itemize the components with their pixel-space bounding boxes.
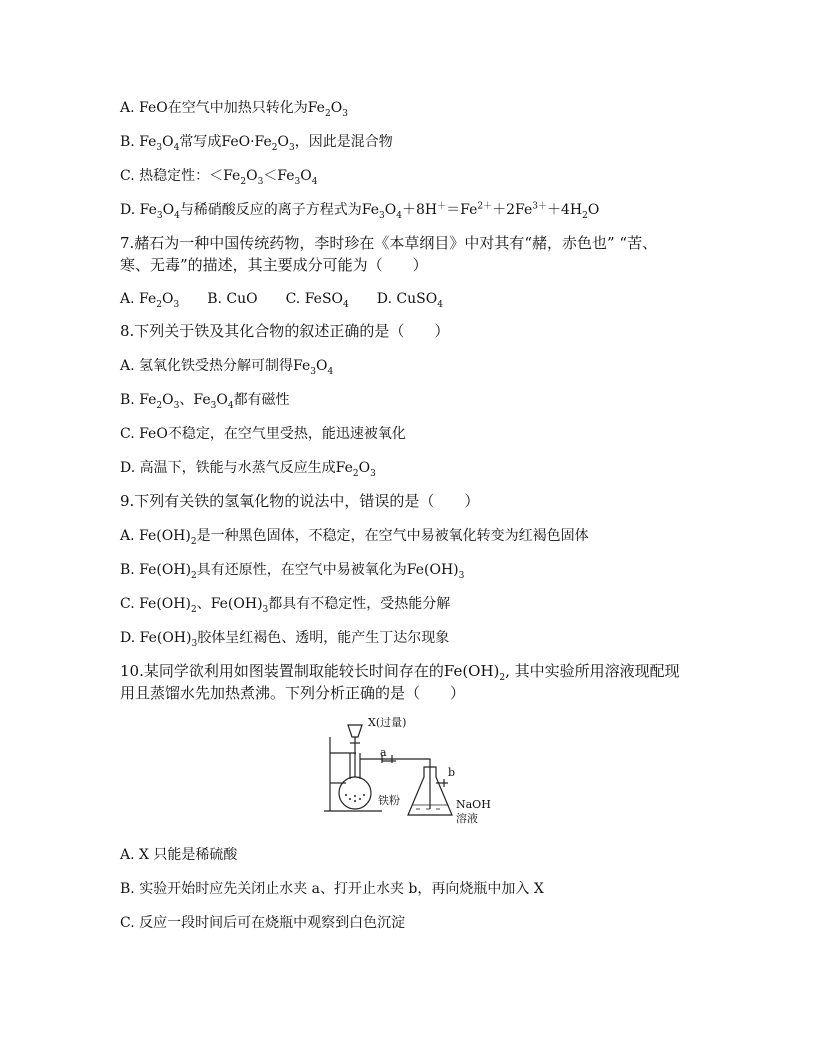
text-run: B. CuO C. FeSO <box>179 291 344 307</box>
text-run: O <box>162 392 174 408</box>
text-run: C. 反应一段时间后可在烧瓶中观察到白色沉淀 <box>120 915 406 931</box>
text-run: , 其中实验所用溶液现配现 <box>505 662 680 680</box>
text-run: 、Fe(OH) <box>196 596 263 612</box>
line-q8c <box>120 423 406 445</box>
text-run: 4 <box>437 299 443 310</box>
line-q8d <box>120 457 376 479</box>
text-run: 7.赭石为一种中国传统药物，李时珍在《本草纲目》中对其有“赭，赤色也” “苦、 <box>120 234 658 252</box>
text-run: 具有还原性，在空气中易被氧化为Fe(OH) <box>196 562 459 578</box>
text-run: O <box>330 100 343 116</box>
text-run: D. CuSO <box>348 291 438 307</box>
text-run: B. Fe(OH) <box>120 562 192 578</box>
text-run: ＋ <box>437 201 447 212</box>
line-q9d <box>120 627 449 649</box>
line-q10c <box>120 912 405 934</box>
line-q10-l2 <box>120 682 465 704</box>
label-iron-powder: 铁粉 <box>378 794 400 807</box>
line-q10a <box>120 844 237 866</box>
line-q6c <box>120 165 318 187</box>
text-run: 3 <box>310 366 316 377</box>
text-run: 都具有不稳定性，受热能分解 <box>268 596 451 612</box>
text-run: 3 <box>173 299 180 310</box>
line-q8b <box>120 389 290 411</box>
text-run: 2 <box>240 176 247 187</box>
text-run: 3 <box>342 108 348 119</box>
text-run: ＋2Fe <box>492 202 533 218</box>
text-run: D. 高温下，铁能与水蒸气反应生成Fe <box>120 460 353 476</box>
text-run: 与稀硝酸反应的离子方程式为Fe <box>179 202 380 218</box>
text-run: 3 <box>289 142 295 153</box>
text-run: 4 <box>227 400 234 411</box>
text-run: 、Fe <box>179 392 211 408</box>
text-run: ＜Fe <box>263 168 295 184</box>
text-run: ＋4H <box>546 202 583 218</box>
line-q7-l2 <box>120 254 428 276</box>
text-run: O <box>587 202 600 218</box>
line-q10b <box>120 878 544 900</box>
text-run: O <box>162 134 174 150</box>
text-run: 2 <box>156 400 163 411</box>
line-q6b <box>120 131 393 153</box>
text-run: 都有磁性 <box>233 392 290 408</box>
text-run: 2 <box>352 468 359 479</box>
text-run: 4 <box>311 176 318 187</box>
text-run: D. Fe <box>120 202 157 218</box>
text-run: O <box>384 202 397 218</box>
text-run: 3 <box>370 468 376 479</box>
text-run: 3 <box>458 570 465 581</box>
line-q6a <box>120 97 348 119</box>
text-run: B. Fe <box>120 392 157 408</box>
text-run: 3 <box>262 604 269 615</box>
text-run: 2 <box>582 210 588 221</box>
text-run: ，因此是混合物 <box>294 134 393 150</box>
label-clamp-b: b <box>448 766 456 779</box>
text-run: 3 <box>156 210 163 221</box>
label-solution: 溶液 <box>456 812 478 825</box>
text-run: 3 <box>173 400 180 411</box>
text-run: O <box>277 134 289 150</box>
text-run: 2 <box>156 299 162 310</box>
text-run: 2 <box>190 604 197 615</box>
apparatus-diagram <box>322 715 497 827</box>
text-run: O <box>162 202 175 218</box>
line-q9a <box>120 525 589 547</box>
text-run: 8.下列关于铁及其化合物的叙述正确的是（ ） <box>120 322 450 340</box>
text-run: 10.某同学欲利用如图装置制取能较长时间存在的Fe(OH) <box>120 662 500 680</box>
text-run: O <box>246 168 258 184</box>
text-run: B. 实验开始时应先关闭止水夹 a、打开止水夹 b，再向烧瓶中加入 X <box>120 881 544 897</box>
text-run: D. Fe(OH) <box>120 630 192 646</box>
text-run: 2＋ <box>477 201 493 212</box>
line-q7-opts <box>120 288 443 310</box>
text-run: 2 <box>191 570 197 581</box>
text-run: 2 <box>271 142 278 153</box>
text-run: B. Fe <box>120 134 157 150</box>
text-run: 4 <box>174 210 180 221</box>
text-run: 2 <box>190 536 197 547</box>
text-run: O <box>161 291 174 307</box>
text-run: ＋8H <box>402 202 438 218</box>
text-run: A. 氢氧化铁受热分解可制得Fe <box>120 358 311 374</box>
text-run: 寒、无毒”的描述，其主要成分可能为（ ） <box>120 256 428 274</box>
text-run: A. Fe(OH) <box>120 528 191 544</box>
text-run: 用且蒸馏水先加热煮沸。下列分析正确的是（ ） <box>120 684 466 702</box>
text-run: ＝Fe <box>446 202 478 218</box>
text-run: 3 <box>156 142 163 153</box>
line-q9c <box>120 593 450 615</box>
line-q10-l1 <box>120 660 680 682</box>
line-q9b <box>120 559 464 581</box>
text-run: 4 <box>327 366 334 377</box>
line-q8 <box>120 320 449 342</box>
line-q8a <box>120 355 333 377</box>
line-q6d <box>120 199 599 221</box>
label-clamp-a: a <box>380 746 387 759</box>
line-q9 <box>120 490 479 512</box>
text-run: 3 <box>294 176 301 187</box>
text-run: 3 <box>191 638 198 649</box>
text-run: 3＋ <box>532 201 547 212</box>
text-run: 3 <box>210 400 217 411</box>
text-run: O <box>358 460 371 476</box>
text-run: 4 <box>343 299 349 310</box>
text-run: 4 <box>396 210 402 221</box>
text-run: C. Fe(OH) <box>120 596 191 612</box>
label-x-excess: X(过量) <box>368 716 407 729</box>
text-run: C. FeO不稳定，在空气里受热，能迅速被氧化 <box>120 426 406 442</box>
text-run: 2 <box>324 108 331 119</box>
text-run: 常写成FeO·Fe <box>179 134 272 150</box>
text-run: 4 <box>173 142 180 153</box>
text-run: 3 <box>379 210 385 221</box>
text-run: C. 热稳定性：＜Fe <box>120 168 241 184</box>
text-run: 3 <box>257 176 264 187</box>
label-naoh: NaOH <box>456 798 491 811</box>
text-run: 2 <box>499 673 506 683</box>
text-run: 是一种黑色固体，不稳定，在空气中易被氧化转变为红褐色固体 <box>196 528 589 544</box>
text-run: A. X 只能是稀硫酸 <box>120 847 238 863</box>
text-run: A. FeO在空气中加热只转化为Fe <box>120 100 325 116</box>
text-run: O <box>216 392 228 408</box>
text-run: 9.下列有关铁的氢氧化物的说法中，错误的是（ ） <box>120 492 480 510</box>
text-run: 胶体呈红褐色、透明，能产生丁达尔现象 <box>197 630 450 646</box>
text-run: O <box>315 358 328 374</box>
text-run: O <box>300 168 312 184</box>
text-run: A. Fe <box>120 291 157 307</box>
line-q7-l1 <box>120 232 657 254</box>
